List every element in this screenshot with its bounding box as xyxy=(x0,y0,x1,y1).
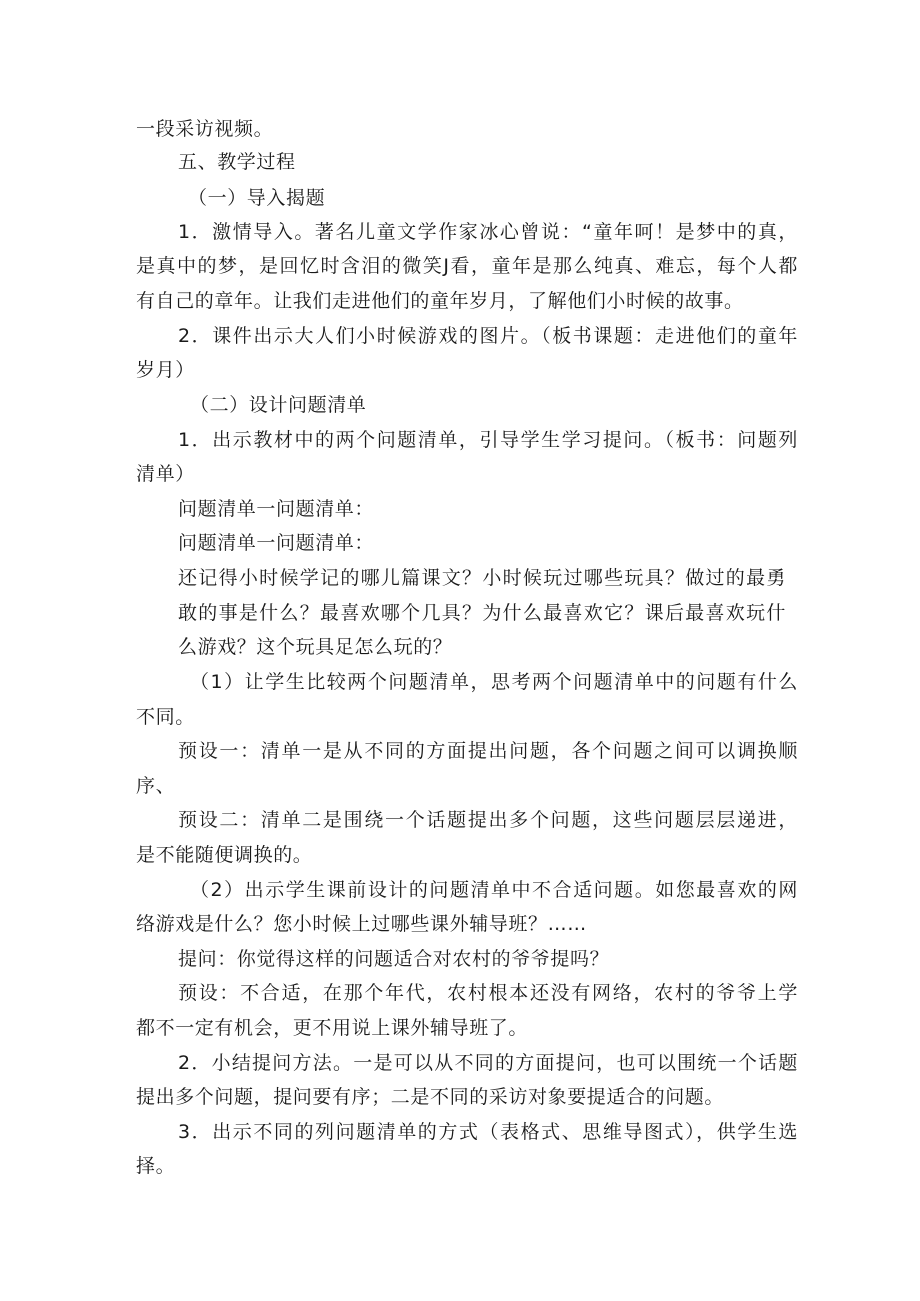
text-line-22: 是不能随便调换的。 xyxy=(136,844,313,866)
question-list-line-1: 还记得小时候学记的哪儿篇课文？小时候玩过哪些玩具？做过的最勇 xyxy=(178,567,786,589)
text-line-26: 预设：不合适，在那个年代，农村根本还没有网络，农村的爷爷上学 xyxy=(178,982,798,1004)
text-line-25: 提问：你觉得这样的问题适合对农村的爷爷提吗？ xyxy=(178,948,610,970)
text-line-19: 预设一：清单一是从不同的方面提出问题，各个问题之间可以调换顺 xyxy=(178,740,798,762)
section-heading-teaching-process: 五、教学过程 xyxy=(178,151,296,173)
subsection-heading-design: （二）设计问题清单 xyxy=(190,394,367,416)
question-list-title-2: 问题清单一问题清单： xyxy=(178,532,375,554)
text-line-21: 预设二：清单二是围绕一个话题提出多个问题，这些问题层层递进， xyxy=(178,809,798,831)
text-line-6: 有自己的章年。让我们走进他们的童年岁月，了解他们小时候的故事。 xyxy=(136,290,744,312)
question-list-line-2: 敢的事是什么？最喜欢哪个几具？为什么最喜欢它？课后最喜欢玩什 xyxy=(178,602,786,624)
subsection-heading-intro: （一）导入揭题 xyxy=(188,187,326,209)
text-line-30: 3．出示不同的列问题清单的方式（表格式、思维导图式），供学生选 xyxy=(178,1121,798,1143)
text-line-20: 序、 xyxy=(136,775,176,797)
text-line-5: 是真中的梦，是回忆时含泪的微笑J看，童年是那么纯真、难忘，每个人都 xyxy=(136,255,798,277)
text-line-11: 清单） xyxy=(136,463,195,485)
question-list-line-3: 么游戏？这个玩具足怎么玩的？ xyxy=(178,636,453,658)
text-line-7: 2．课件出示大人们小时候游戏的图片。（板书课题：走进他们的童年 xyxy=(178,325,798,347)
text-line-18: 不同。 xyxy=(136,706,195,728)
text-line-1: 一段采访视频。 xyxy=(136,118,274,140)
text-line-10: 1．出示教材中的两个问题清单，引导学生学习提问。（板书：问题列 xyxy=(178,429,798,451)
text-line-24: 络游戏是什么？您小时候上过哪些课外辅导班？…… xyxy=(136,913,587,935)
text-line-28: 2．小结提问方法。一是可以从不同的方面提问，也可以围统一个话题 xyxy=(178,1052,798,1074)
text-line-31: 择。 xyxy=(136,1155,176,1177)
question-list-title-1: 问题清单一问题清单： xyxy=(178,498,375,520)
text-line-4: 1．激情导入。著名儿童文学作家冰心曾说：“童年呵！是梦中的真， xyxy=(178,221,798,243)
text-line-8: 岁月） xyxy=(136,359,195,381)
text-line-27: 都不一定有机会，更不用说上课外辅导班了。 xyxy=(136,1017,529,1039)
text-line-23: （2）出示学生课前设计的问题清单中不合适问题。如您最喜欢的网 xyxy=(190,879,798,901)
text-line-17: （1）让学生比较两个问题清单，思考两个问题清单中的问题有什么 xyxy=(190,671,798,693)
text-line-29: 提出多个问题，提问要有序；二是不同的采访对象要提适合的问题。 xyxy=(136,1086,725,1108)
